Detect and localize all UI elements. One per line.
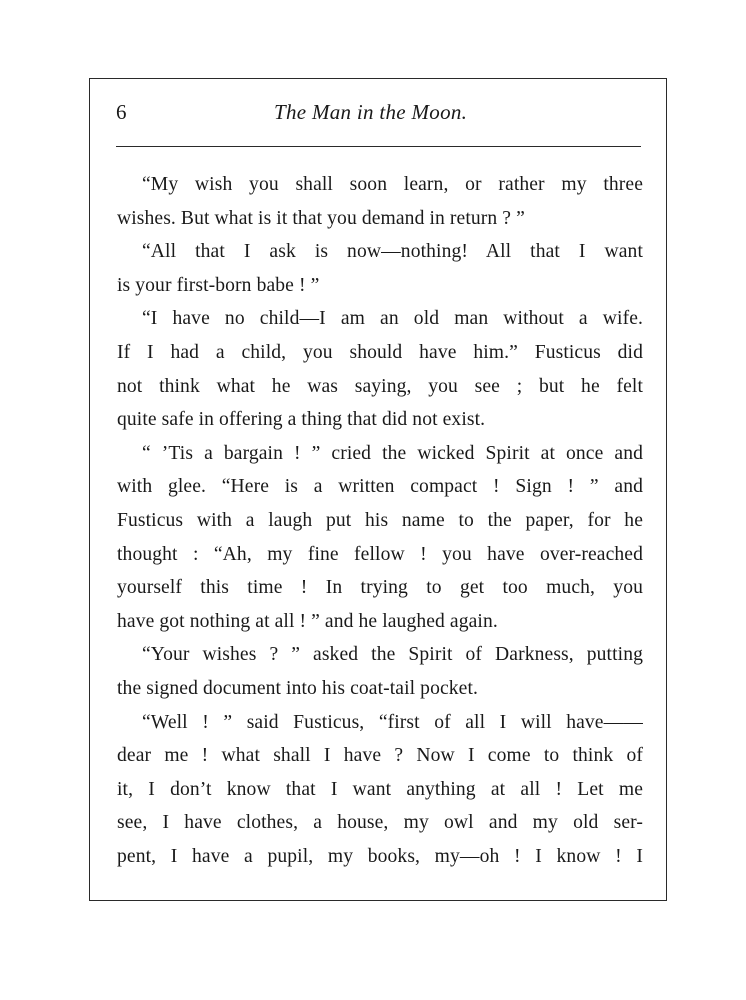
text-line: “All that I ask is now—nothing! All that I want — [142, 241, 643, 263]
text-line: “ ’Tis a bargain ! ” cried the wicked Spirit at once and — [142, 442, 643, 464]
text-line: with glee. “Here is a written compact ! Sign ! ” and — [117, 476, 643, 498]
text-line: yourself this time ! In trying to get too much, you — [117, 577, 643, 599]
text-line: “My wish you shall soon learn, or rather my three — [142, 174, 643, 195]
text-line: “Your wishes ? ” asked the Spirit of Darkness, putting — [142, 644, 643, 666]
text-line: Fusticus with a laugh put his name to the paper, for he — [117, 509, 643, 531]
text-line: thought : “Ah, my fine fellow ! you have over-reached — [117, 543, 643, 565]
text-line: “I have no child—I am an old man without a wife. — [142, 308, 643, 330]
running-title: The Man in the Moon. — [274, 100, 468, 124]
text-line: “Well ! ” said Fusticus, “first of all I will have—— — [142, 711, 643, 733]
header-rule — [116, 146, 641, 147]
text-line: have got nothing at all ! ” and he laughed again. — [117, 610, 498, 632]
text-line: dear me ! what shall I have ? Now I come to think of — [117, 745, 643, 767]
text-line: If I had a child, you should have him.” Fusticus did — [117, 341, 643, 363]
text-line: is your first-born babe ! ” — [117, 274, 320, 296]
page-header — [116, 100, 641, 130]
text-line: not think what he was saying, you see ; but he felt — [117, 375, 643, 397]
page-number: 6 — [116, 100, 127, 124]
text-line: the signed document into his coat-tail pocket. — [117, 677, 479, 699]
text-line: quite safe in offering a thing that did not exist. — [117, 409, 486, 431]
text-line: it, I don’t know that I want anything at all ! Let me — [117, 778, 643, 800]
body-text — [117, 168, 643, 873]
text-line: pent, I have a pupil, my books, my—oh ! I know ! I — [117, 845, 643, 867]
text-line: see, I have clothes, a house, my owl and my old ser- — [117, 812, 643, 834]
text-line: wishes. But what is it that you demand in return ? ” — [117, 207, 525, 229]
